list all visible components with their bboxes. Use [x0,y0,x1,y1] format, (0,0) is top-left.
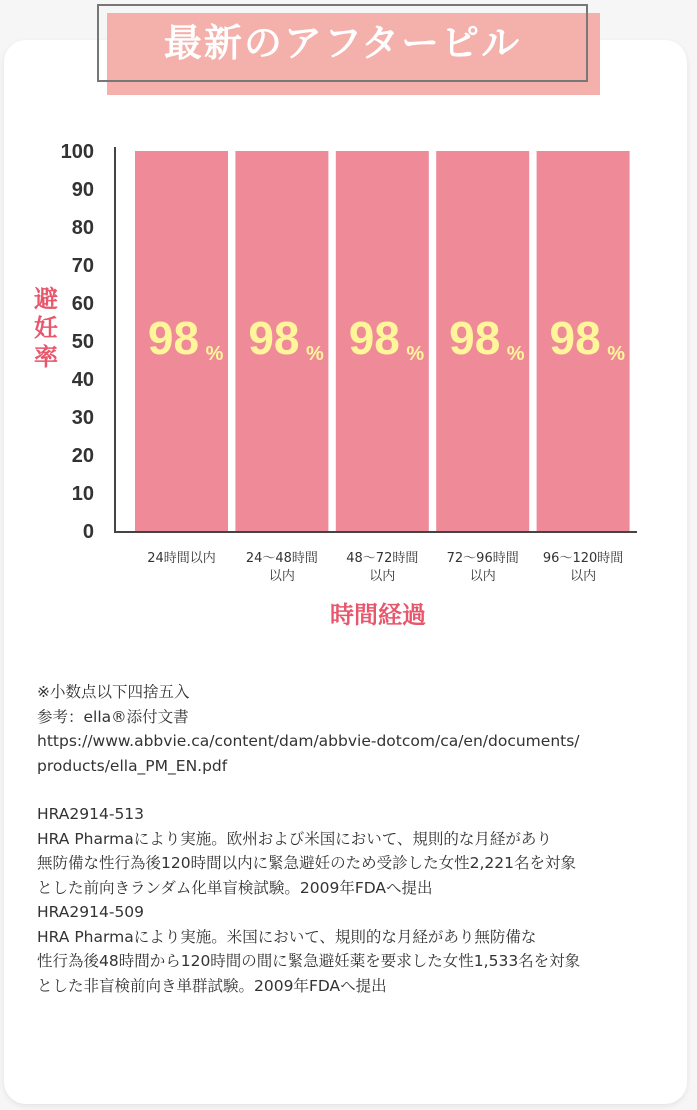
rounding-note: ※小数点以下四捨五入 [37,683,190,701]
x-tick-label: 以内 [570,569,597,584]
x-tick-label: 以内 [469,569,496,584]
y-tick-label: 60 [71,293,94,315]
study-509-desc-1: HRA Pharmaにより実施。米国において、規則的な月経があり無防備な [37,927,537,946]
reference-note: 参考：ella®添付文書 [37,707,189,726]
bar-value-label: 98 [348,312,400,364]
x-tick-label: 48〜72時間 [346,551,419,566]
y-tick-label: 80 [71,217,94,239]
y-tick-label: 70 [71,255,94,277]
bar-value-unit: % [205,343,224,365]
y-tick-label: 50 [71,331,94,353]
bar-value-label: 98 [449,312,501,364]
bar-value-unit: % [506,343,525,365]
bar-value-label: 98 [549,312,601,364]
y-axis-label-char: 率 [34,343,58,371]
x-axis-label: 時間経過 [330,601,426,629]
bar-value-label: 98 [147,312,200,364]
study-513-desc-2: 無防備な性行為後120時間以内に緊急避妊のため受診した女性2,221名を対象 [37,854,576,872]
y-axis-label-char: 妊 [34,314,58,342]
bar-value-unit: % [607,343,625,365]
reference-url-line-2: products/ella_PM_EN.pdf [37,756,228,775]
study-id-513: HRA2914-513 [37,805,145,823]
bar-value-unit: % [306,343,324,365]
y-axis-label-char: 避 [34,285,58,313]
y-tick-label: 30 [71,407,94,429]
study-id-509: HRA2914-509 [37,903,145,921]
study-509-desc-2: 性行為後48時間から120時間の間に緊急避妊薬を要求した女性1,533名を対象 [37,952,581,970]
y-tick-label: 10 [71,483,94,505]
x-tick-label: 以内 [369,569,396,584]
x-tick-label: 72〜96時間 [446,551,519,566]
x-tick-label: 24〜48時間 [245,551,318,566]
x-tick-label: 24時間以内 [147,551,216,566]
reference-url-line-1: https://www.abbvie.ca/content/dam/abbvie-dotcom/ca/en/documents/ [37,732,580,750]
page-title: 最新のアフターピル [163,21,522,65]
bar-value-label: 98 [248,312,300,364]
x-tick-label: 96〜120時間 [542,551,624,566]
y-tick-label: 90 [71,179,94,201]
x-tick-label: 以内 [268,569,295,584]
y-tick-label: 20 [71,445,94,467]
study-509-desc-3: とした非盲検前向き単群試験。2009年FDAへ提出 [37,976,387,995]
y-tick-label: 0 [82,521,94,543]
notes-block [37,680,677,998]
study-513-desc-1: HRA Pharmaにより実施。欧州および米国において、規則的な月経があり [37,829,552,848]
y-tick-label: 100 [60,141,94,163]
y-tick-label: 40 [71,369,94,391]
bar-value-unit: % [406,343,425,365]
study-513-desc-3: とした前向きランダム化単盲検試験。2009年FDAへ提出 [37,878,433,897]
